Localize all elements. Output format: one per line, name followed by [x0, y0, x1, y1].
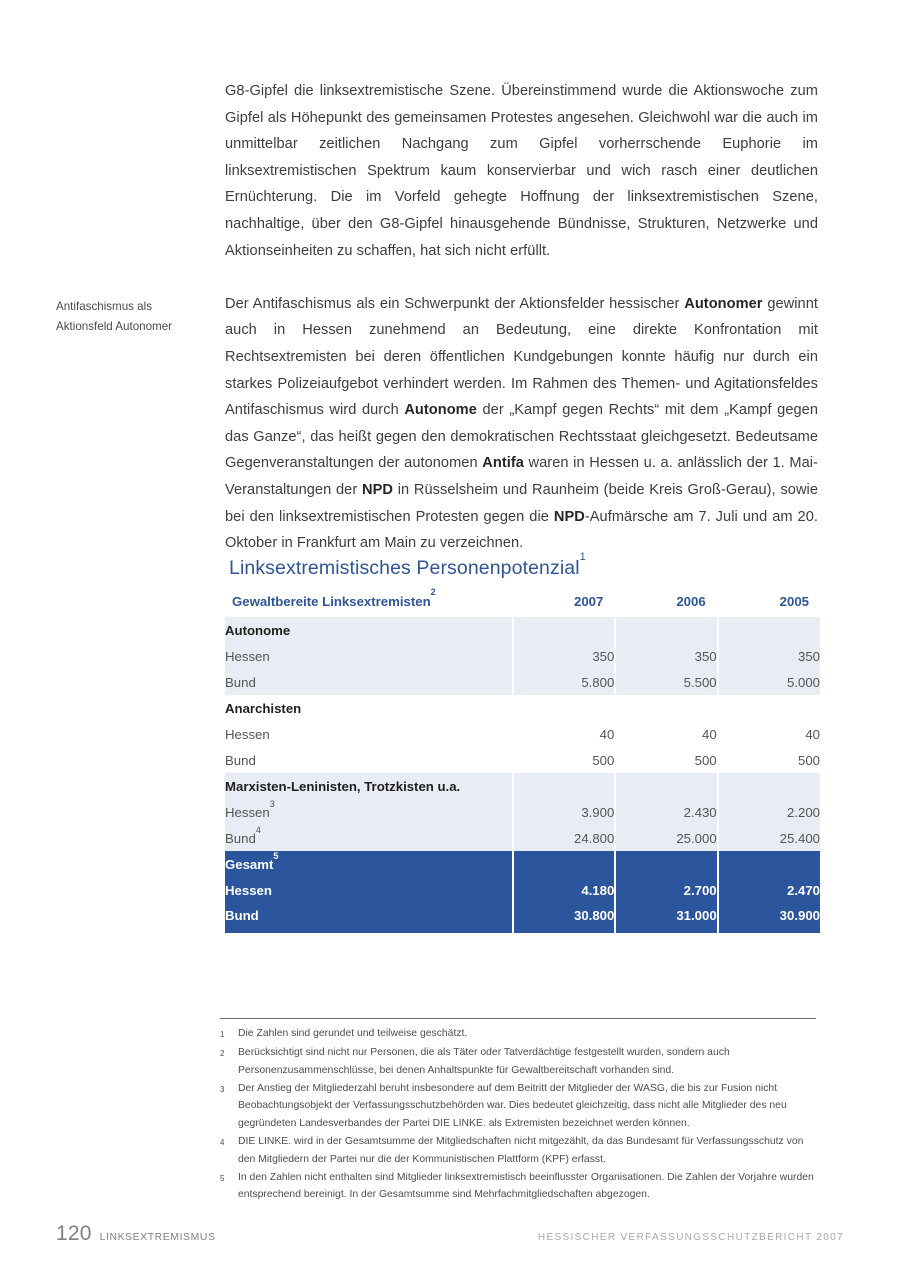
footnote-marker: 5 — [220, 1173, 225, 1183]
table-row-label: Bund — [225, 669, 513, 695]
table-row — [225, 643, 820, 669]
footer-section-label: LINKSEXTREMISMUS — [99, 1232, 216, 1243]
column-header-label-text: Gewaltbereite Linksextremisten — [232, 593, 431, 609]
footer-left — [56, 1222, 215, 1246]
table-row-label: Hessen$^3$ — [225, 799, 513, 825]
column-header-2006: 2006 — [615, 589, 717, 617]
table-title-footnote-marker: 1 — [579, 550, 586, 563]
table-cell-2005: 350 — [718, 643, 820, 669]
table-cell-2006: 31.000 — [615, 903, 717, 933]
table-group-row — [225, 851, 820, 877]
p2-bold-autonome: Autonome — [404, 402, 477, 419]
table-group-empty-cell-2006 — [615, 851, 717, 877]
table-cell-2007: 5.800 — [513, 669, 615, 695]
table-group-empty-cell-2005 — [718, 695, 820, 721]
p2-seg-5: in Rüsselsheim und Raunheim (beide Kreis Groß-Gerau), sowie bei den linksextremistischen Protesten gegen die — [225, 481, 819, 525]
footnotes-divider — [220, 1018, 816, 1019]
table-row-footnote-marker: 3 — [269, 798, 275, 809]
p2-seg-6: -Aufmärsche am 7. Juli und am 20. Oktober in Frankfurt am Main zu verzeichnen. — [225, 508, 818, 552]
footnote-text: Die Zahlen sind gerundet und teilweise geschätzt. — [238, 1028, 468, 1039]
table-group-empty-cell-2007 — [513, 851, 615, 877]
table-group-row — [225, 773, 820, 799]
table-group-empty-cell-2006 — [615, 695, 717, 721]
table-cell-2006: 5.500 — [615, 669, 717, 695]
table-row-label: Bund — [225, 903, 513, 933]
footnote-item — [220, 1169, 816, 1204]
margin-note-line-1: Antifaschismus als — [56, 300, 153, 313]
table-group-empty-cell-2006 — [615, 773, 717, 799]
table-cell-2007: 30.800 — [513, 903, 615, 933]
p2-seg-3: der „Kampf gegen Rechts“ mit dem „Kampf gegen das Ganze“, das heißt gegen den demokratischen Rechtsstaat gleichgesetzt. Bedeutsame Gegenveranstaltungen der autonomen — [225, 402, 818, 472]
paragraph-1-text: G8-Gipfel die linksextremistische Szene. Übereinstimmend wurde die Aktionswoche zum Gipfel als Höhepunkt des gemeinsamen Protestes angesehen. Gleichwohl war die auch im unmittelbar zeitlichen Nachgang zum Gipfel vorherrschende Euphorie im linksextremistischen Spektrum kaum konservierbar und wich rasch einer deutlichen Ernüchterung. Die im Vorfeld gehegte Hoffnung der linksextremistischen Szene, nachhaltige, über den G8-Gipfel hinausgehende Bündnisse, Strukturen, Netzwerke und Aktionseinheiten zu schaffen, hat sich nicht erfüllt. — [225, 83, 818, 259]
personenpotenzial-table — [225, 589, 820, 933]
table-row — [225, 903, 820, 933]
table-group-row — [225, 617, 820, 643]
table-cell-2005: 500 — [718, 747, 820, 773]
column-header-label — [225, 589, 513, 617]
column-header-2007: 2007 — [513, 589, 615, 617]
table-cell-2007: 40 — [513, 721, 615, 747]
table-row-label: Bund — [225, 747, 513, 773]
table-group-label: Anarchisten — [225, 695, 513, 721]
table-group-empty-cell-2005 — [718, 617, 820, 643]
margin-note-line-2: Aktionsfeld Autonomer — [56, 320, 173, 333]
table-row — [225, 877, 820, 903]
footnote-marker: 1 — [220, 1030, 225, 1039]
personenpotenzial-table-block — [225, 550, 820, 933]
margin-note — [56, 297, 221, 337]
footnote-marker: 2 — [220, 1049, 225, 1059]
table-cell-2005: 2.470 — [718, 877, 820, 903]
footnote-marker: 4 — [220, 1138, 225, 1148]
table-row-label: Hessen — [225, 721, 513, 747]
table-row-label: Bund$^4$ — [225, 825, 513, 851]
footnote-text: DIE LINKE. wird in der Gesamtsumme der Mitgliedschaften nicht mitgezählt, da das Bundesamt für Verfassungsschutz von den Mitgliedern der Partei nur die der Kommunistischen Plattform (KPF) erfasst. — [238, 1136, 804, 1165]
p2-bold-npd-1: NPD — [361, 481, 393, 498]
table-row — [225, 721, 820, 747]
table-cell-2006: 2.700 — [615, 877, 717, 903]
table-cell-2007: 24.800 — [513, 825, 615, 851]
table-row — [225, 799, 820, 825]
p2-bold-npd-2: NPD — [553, 508, 585, 525]
table-row — [225, 747, 820, 773]
table-group-empty-cell-2007 — [513, 695, 615, 721]
table-title-text: Linksextremistisches Personenpotenzial — [229, 557, 580, 579]
page-footer — [56, 1222, 844, 1246]
p2-seg-1: Der Antifaschismus als ein Schwerpunkt der Aktionsfelder hessischer — [225, 295, 685, 312]
table-body — [225, 617, 820, 933]
table-group-empty-cell-2005 — [718, 851, 820, 877]
table-cell-2007: 500 — [513, 747, 615, 773]
table-row — [225, 669, 820, 695]
table-group-empty-cell-2006 — [615, 617, 717, 643]
table-group-footnote-marker: 5 — [273, 850, 279, 861]
footnote-item — [220, 1044, 816, 1079]
table-cell-2007: 350 — [513, 643, 615, 669]
footnote-item — [220, 1133, 816, 1168]
table-cell-2007: 3.900 — [513, 799, 615, 825]
table-cell-2007: 4.180 — [513, 877, 615, 903]
table-header-row — [225, 589, 820, 617]
table-row-label: Hessen — [225, 877, 513, 903]
p2-seg-4: waren in Hessen u. a. anlässlich der 1. Mai-Veranstaltungen der — [225, 455, 818, 498]
table-group-label: Marxisten-Leninisten, Trotzkisten u.a. — [225, 773, 513, 799]
footnote-item — [220, 1025, 816, 1044]
page-number: 120 — [56, 1222, 92, 1245]
footnote-text: Berücksichtigt sind nicht nur Personen, die als Täter oder Tatverdächtige festgestellt wurden, sondern auch Personenzusammenschlüsse, bei denen Anhaltspunkte für Gewaltbereitschaft vorhanden sind. — [238, 1047, 730, 1076]
table-row-label: Hessen — [225, 643, 513, 669]
footer-publication-title: HESSISCHER VERFASSUNGSSCHUTZBERICHT 2007 — [537, 1232, 844, 1243]
footnotes-list — [220, 1025, 816, 1204]
table-row-footnote-marker: 4 — [255, 824, 261, 835]
table-cell-2005: 5.000 — [718, 669, 820, 695]
footnote-marker: 3 — [220, 1084, 225, 1094]
table-group-label: Gesamt$^5$ — [225, 851, 513, 877]
table-row — [225, 825, 820, 851]
table-cell-2005: 25.400 — [718, 825, 820, 851]
column-header-2005: 2005 — [718, 589, 820, 617]
table-cell-2005: 30.900 — [718, 903, 820, 933]
p2-bold-antifa: Antifa — [482, 455, 524, 472]
footnote-item — [220, 1080, 816, 1133]
footnote-text: Der Anstieg der Mitgliederzahl beruht insbesondere auf dem Beitritt der Mitglieder der WASG, die bis zur Fusion nicht Beobachtungsobjekt der Verfassungsschutzbehörden war. Dies bedeutet gleichzeitig, dass nicht alle Mitglieder des neu gegründeten Landesverbandes der Partei DIE LINKE. als Extremisten bezeichnet werden können. — [238, 1082, 787, 1129]
table-cell-2006: 500 — [615, 747, 717, 773]
table-cell-2006: 40 — [615, 721, 717, 747]
footnotes-block — [220, 1018, 816, 1204]
column-header-footnote-marker: 2 — [430, 587, 436, 598]
p2-seg-2: gewinnt auch in Hessen zunehmend an Bedeutung, eine direkte Konfrontation mit Rechtsextremisten bei deren öffentlichen Kundgebungen konnte häufig nur durch ein starkes Polizeiaufgebot verhindert werden. Im Rahmen des Themen- und Agitationsfeldes Antifaschismus wird durch — [225, 295, 818, 419]
table-group-empty-cell-2005 — [718, 773, 820, 799]
table-cell-2006: 25.000 — [615, 825, 717, 851]
table-cell-2005: 40 — [718, 721, 820, 747]
paragraph-1 — [225, 78, 818, 264]
table-cell-2006: 2.430 — [615, 799, 717, 825]
table-cell-2006: 350 — [615, 643, 717, 669]
table-group-row — [225, 695, 820, 721]
table-title — [229, 550, 820, 580]
table-group-empty-cell-2007 — [513, 773, 615, 799]
paragraph-2 — [225, 291, 818, 557]
footnote-text: In den Zahlen nicht enthalten sind Mitglieder linksextremistisch beeinflusster Organisationen. Die Zahlen der Vorjahre wurden entsprechend bereinigt. In der Gesamtsumme sind Mehrfachmitgliedschaften abgezogen. — [238, 1171, 814, 1201]
table-cell-2005: 2.200 — [718, 799, 820, 825]
table-group-empty-cell-2007 — [513, 617, 615, 643]
table-group-label: Autonome — [225, 617, 513, 643]
p2-bold-autonomer: Autonomer — [684, 295, 763, 312]
body-text-column — [225, 78, 818, 557]
